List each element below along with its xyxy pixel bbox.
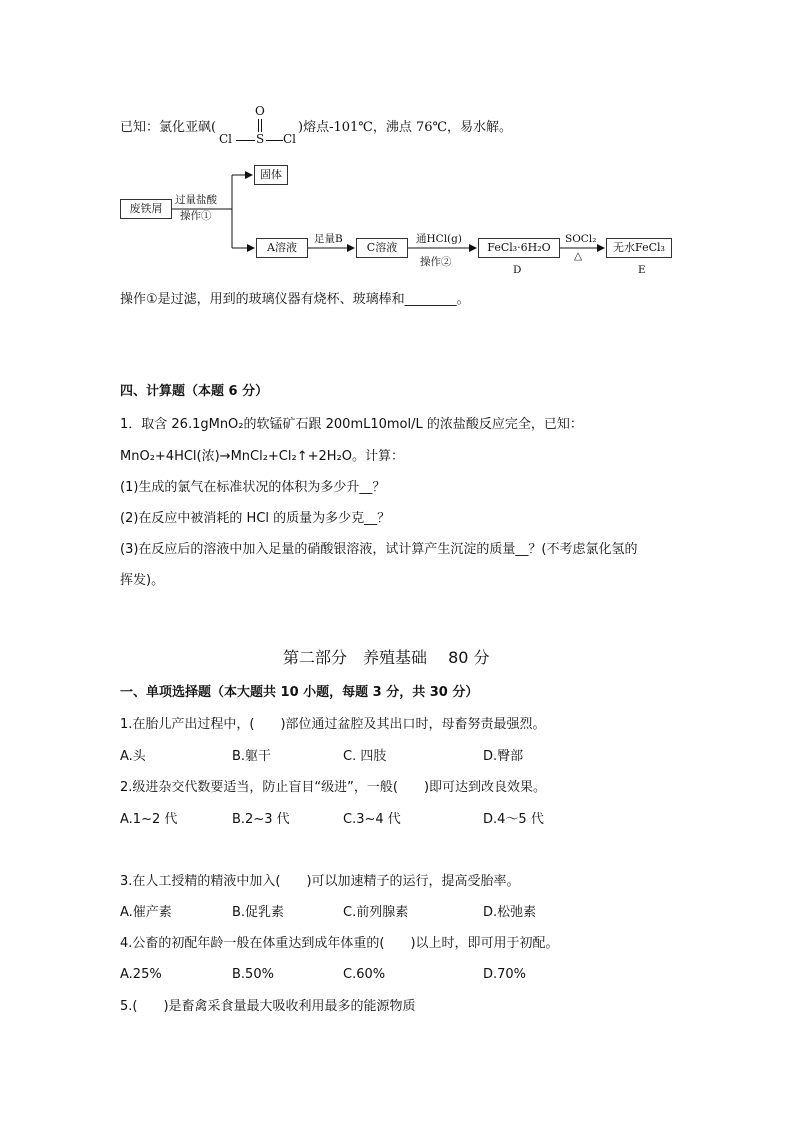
known-suffix: )熔点-101℃，沸点 76℃，易水解。 xyxy=(298,120,513,135)
question-4-option-c: C.60% xyxy=(343,967,386,982)
box-solid: 固体 xyxy=(254,165,288,185)
question-3-stem: 3.在人工授精的精液中加入( )可以加速精子的运行，提高受胎率。 xyxy=(120,874,520,889)
question-4-option-d: D.70% xyxy=(483,967,527,982)
label-d: D xyxy=(513,264,522,276)
question-4-stem: 4.公畜的初配年龄一般在体重达到成年体重的( )以上时，即可用于初配。 xyxy=(120,936,559,951)
question-1-option-a: A.头 xyxy=(120,749,146,764)
part2-title: 第二部分 养殖基础 80 分 xyxy=(283,648,490,667)
question-4-option-b: B.50% xyxy=(232,967,274,982)
box-fecl3-hydrate: FeCl₃·6H₂O xyxy=(478,238,560,258)
calc-sub1: (1)生成的氯气在标准状况的体积为多少升__？ xyxy=(120,480,386,495)
question-2-stem: 2.级进杂交代数要适当，防止盲目“级进”，一般( )即可达到改良效果。 xyxy=(120,780,547,795)
calc-q1-line1: 1．取含 26.1gMnO₂的软锰矿石跟 200mL10mol/L 的浓盐酸反应完全，已知： xyxy=(120,417,583,432)
calc-heading: 四、计算题（本题 6 分） xyxy=(120,384,269,399)
label-hcl-gas: 通HCl(g) xyxy=(416,233,462,245)
formula-o: O xyxy=(255,104,265,118)
question-1-option-c: C. 四肢 xyxy=(343,749,387,764)
box-solution-a: A溶液 xyxy=(256,238,308,258)
question-3-option-c: C.前列腺素 xyxy=(343,905,409,920)
calc-sub3-line2: 挥发)。 xyxy=(120,573,165,588)
formula-cl-left: Cl xyxy=(219,132,233,146)
label-socl2: SOCl₂ xyxy=(565,233,597,245)
question-2-option-b: B.2~3 代 xyxy=(232,812,290,827)
question-2-option-c: C.3~4 代 xyxy=(343,812,401,827)
calc-sub2: (2)在反应中被消耗的 HCl 的质量为多少克__？ xyxy=(120,511,391,526)
operation-question: 操作①是过滤，用到的玻璃仪器有烧杯、玻璃棒和________。 xyxy=(120,292,470,307)
box-waste-iron: 废铁屑 xyxy=(120,199,172,219)
label-e: E xyxy=(638,264,646,276)
formula-s: S xyxy=(256,132,265,146)
question-2-option-d: D.4～5 代 xyxy=(483,812,544,827)
calc-q1-equation: MnO₂+4HCl(浓)→MnCl₂+Cl₂↑+2H₂O。计算： xyxy=(120,449,404,464)
question-3-option-a: A.催产素 xyxy=(120,905,172,920)
label-heat: △ xyxy=(574,250,583,262)
label-operation-2: 操作② xyxy=(420,256,452,268)
question-1-option-b: B.躯干 xyxy=(232,749,272,764)
question-3-option-d: D.松弛素 xyxy=(483,905,537,920)
question-3-option-b: B.促乳素 xyxy=(232,905,285,920)
formula-cl-right: Cl xyxy=(283,132,297,146)
question-4-option-a: A.25% xyxy=(120,967,162,982)
known-prefix: 已知：氯化亚砜( xyxy=(120,120,217,135)
box-anhydrous-fecl3: 无水FeCl₃ xyxy=(606,238,672,258)
box-solution-c: C溶液 xyxy=(356,238,408,258)
label-excess-hcl: 过量盐酸 xyxy=(175,194,217,206)
question-5-stem: 5.( )是畜禽采食量最大吸收利用最多的能源物质 xyxy=(120,999,416,1014)
label-operation-1: 操作① xyxy=(180,210,212,222)
flow-arrows xyxy=(0,0,794,300)
question-2-option-a: A.1~2 代 xyxy=(120,812,178,827)
label-excess-b: 足量B xyxy=(314,233,343,245)
question-1-stem: 1.在胎儿产出过程中，( )部位通过盆腔及其出口时，母畜努责最强烈。 xyxy=(120,717,546,732)
calc-sub3-line1: (3)在反应后的溶液中加入足量的硝酸银溶液，试计算产生沉淀的质量__？(不考虑氯化氢的 xyxy=(120,542,638,557)
part2-section-heading: 一、单项选择题（本大题共 10 小题，每题 3 分，共 30 分） xyxy=(120,685,479,700)
question-1-option-d: D.臀部 xyxy=(483,749,524,764)
